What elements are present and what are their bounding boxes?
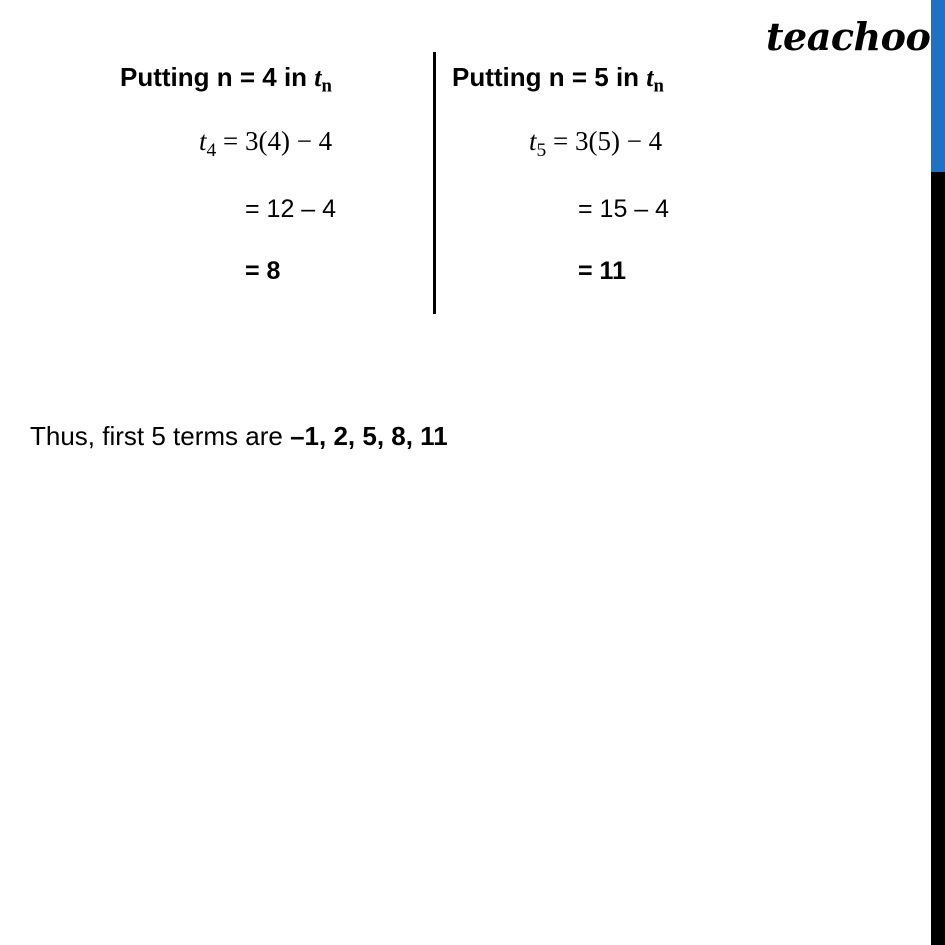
left-heading-var: t	[314, 63, 322, 92]
column-divider	[433, 52, 436, 314]
right-equation	[529, 126, 662, 162]
sidebar-accent-bar	[931, 0, 945, 172]
left-step-2: = 8	[245, 257, 281, 285]
right-heading-text: Putting n = 5 in	[452, 62, 647, 92]
right-heading	[452, 62, 664, 98]
left-heading-text: Putting n = 4 in	[120, 62, 315, 92]
right-step-1: = 15 – 4	[578, 195, 670, 223]
left-heading	[120, 62, 332, 98]
left-equation	[199, 126, 332, 162]
conclusion-terms: –1, 2, 5, 8, 11	[290, 421, 448, 451]
right-heading-sub: n	[653, 75, 664, 97]
left-eq-sub: 4	[206, 139, 217, 161]
conclusion-line	[30, 421, 448, 452]
teachoo-logo: teachoo	[766, 14, 931, 59]
right-eq-sub: 5	[536, 139, 547, 161]
right-step-2: = 11	[578, 257, 626, 285]
left-eq-var: t	[199, 126, 207, 156]
right-heading-var: t	[646, 63, 654, 92]
conclusion-prefix: Thus, first 5 terms are	[30, 421, 291, 451]
right-eq-var: t	[529, 126, 537, 156]
sidebar-dark-bar	[931, 172, 945, 945]
left-heading-sub: n	[321, 75, 332, 97]
left-eq-rhs: = 3(4) − 4	[222, 126, 333, 156]
right-eq-rhs: = 3(5) − 4	[552, 126, 663, 156]
left-step-1: = 12 – 4	[245, 195, 337, 223]
